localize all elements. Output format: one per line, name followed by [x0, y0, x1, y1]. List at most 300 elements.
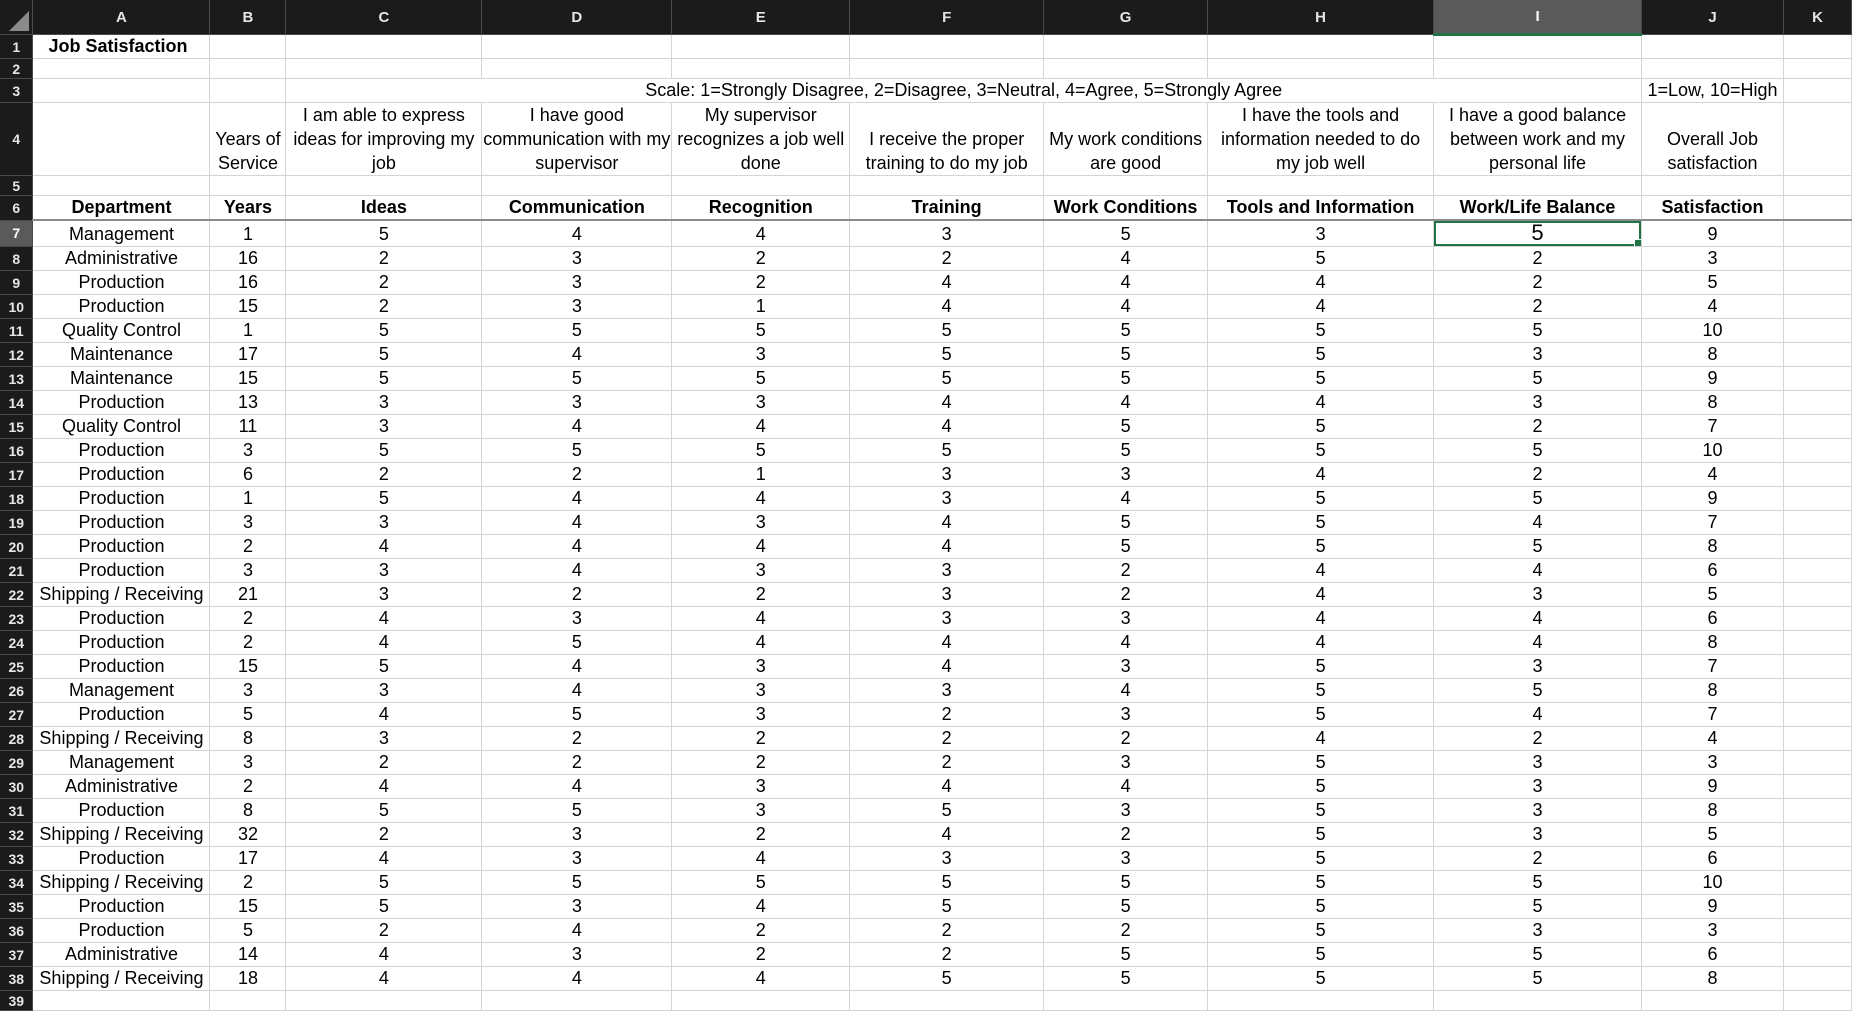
data-cell-H28[interactable] [1208, 727, 1434, 751]
data-cell-E34[interactable] [672, 871, 850, 895]
data-cell-G35[interactable] [1044, 895, 1208, 919]
data-cell-H20[interactable] [1208, 535, 1434, 559]
data-cell-F23[interactable] [850, 607, 1044, 631]
data-cell-D35[interactable] [482, 895, 672, 919]
data-cell-D33[interactable] [482, 847, 672, 871]
data-cell-G30[interactable] [1044, 775, 1208, 799]
cell-K10[interactable] [1783, 295, 1851, 319]
data-cell-A26[interactable] [33, 679, 210, 703]
header-years[interactable]: Years [210, 196, 286, 221]
data-cell-H22[interactable] [1208, 583, 1434, 607]
cell-K13[interactable] [1783, 367, 1851, 391]
data-cell-G14[interactable] [1044, 391, 1208, 415]
cell-F5[interactable] [850, 176, 1044, 196]
data-cell-A27[interactable] [33, 703, 210, 727]
question-c[interactable]: I am able to express ideas for improving my job [286, 103, 482, 176]
data-cell-C15[interactable] [286, 415, 482, 439]
cell-B5[interactable] [210, 176, 286, 196]
data-cell-F12[interactable] [850, 343, 1044, 367]
data-cell-H8[interactable] [1208, 247, 1434, 271]
data-cell-A9[interactable] [33, 271, 210, 295]
data-cell-E36[interactable] [672, 919, 850, 943]
data-cell-C30[interactable] [286, 775, 482, 799]
data-cell-J7[interactable] [1642, 220, 1784, 247]
data-cell-J17[interactable] [1642, 463, 1784, 487]
data-cell-E37[interactable] [672, 943, 850, 967]
data-cell-G34[interactable] [1044, 871, 1208, 895]
column-header-i[interactable]: I [1434, 0, 1642, 35]
data-cell-E28[interactable] [672, 727, 850, 751]
data-cell-I27[interactable] [1434, 703, 1642, 727]
question-a[interactable] [33, 103, 210, 176]
question-j[interactable]: Overall Job satisfaction [1642, 103, 1784, 176]
cell-K25[interactable] [1783, 655, 1851, 679]
data-cell-G11[interactable] [1044, 319, 1208, 343]
data-cell-J30[interactable] [1642, 775, 1784, 799]
data-cell-B15[interactable] [210, 415, 286, 439]
data-cell-G31[interactable] [1044, 799, 1208, 823]
data-cell-B12[interactable] [210, 343, 286, 367]
data-cell-B36[interactable] [210, 919, 286, 943]
data-cell-C17[interactable] [286, 463, 482, 487]
cell-E2[interactable] [672, 59, 850, 79]
data-cell-I20[interactable] [1434, 535, 1642, 559]
cell-K28[interactable] [1783, 727, 1851, 751]
header-recognition[interactable]: Recognition [672, 196, 850, 221]
data-cell-I8[interactable] [1434, 247, 1642, 271]
data-cell-H25[interactable] [1208, 655, 1434, 679]
data-cell-I35[interactable] [1434, 895, 1642, 919]
data-cell-F16[interactable] [850, 439, 1044, 463]
row-header-20[interactable]: 20 [0, 535, 33, 559]
row-header-39[interactable]: 39 [0, 991, 33, 1011]
cell-K30[interactable] [1783, 775, 1851, 799]
data-cell-B34[interactable] [210, 871, 286, 895]
data-cell-A18[interactable] [33, 487, 210, 511]
data-cell-G24[interactable] [1044, 631, 1208, 655]
row-header-32[interactable]: 32 [0, 823, 33, 847]
row-header-13[interactable]: 13 [0, 367, 33, 391]
data-cell-F31[interactable] [850, 799, 1044, 823]
data-cell-E29[interactable] [672, 751, 850, 775]
data-cell-A38[interactable] [33, 967, 210, 991]
cell-K38[interactable] [1783, 967, 1851, 991]
row-header-28[interactable]: 28 [0, 727, 33, 751]
data-cell-C11[interactable] [286, 319, 482, 343]
data-cell-I25[interactable] [1434, 655, 1642, 679]
row-header-17[interactable]: 17 [0, 463, 33, 487]
cell-J5[interactable] [1642, 176, 1784, 196]
data-cell-D28[interactable] [482, 727, 672, 751]
data-cell-I9[interactable] [1434, 271, 1642, 295]
data-cell-H38[interactable] [1208, 967, 1434, 991]
row-header-38[interactable]: 38 [0, 967, 33, 991]
cell-F39[interactable] [850, 991, 1044, 1011]
data-cell-B27[interactable] [210, 703, 286, 727]
data-cell-A32[interactable] [33, 823, 210, 847]
data-cell-I11[interactable] [1434, 319, 1642, 343]
data-cell-F20[interactable] [850, 535, 1044, 559]
data-cell-F13[interactable] [850, 367, 1044, 391]
data-cell-B31[interactable] [210, 799, 286, 823]
cell-C5[interactable] [286, 176, 482, 196]
data-cell-G18[interactable] [1044, 487, 1208, 511]
data-cell-J11[interactable] [1642, 319, 1784, 343]
satisfaction-scale-cell[interactable]: 1=Low, 10=High [1642, 79, 1784, 103]
column-header-h[interactable]: H [1208, 0, 1434, 35]
data-cell-G8[interactable] [1044, 247, 1208, 271]
data-cell-J8[interactable] [1642, 247, 1784, 271]
row-header-18[interactable]: 18 [0, 487, 33, 511]
cell-B2[interactable] [210, 59, 286, 79]
data-cell-E27[interactable] [672, 703, 850, 727]
data-cell-F33[interactable] [850, 847, 1044, 871]
data-cell-C35[interactable] [286, 895, 482, 919]
cell-B3[interactable] [210, 79, 286, 103]
data-cell-G22[interactable] [1044, 583, 1208, 607]
row-header-21[interactable]: 21 [0, 559, 33, 583]
data-cell-F19[interactable] [850, 511, 1044, 535]
data-cell-F7[interactable] [850, 220, 1044, 247]
cell-A3[interactable] [33, 79, 210, 103]
data-cell-E19[interactable] [672, 511, 850, 535]
cell-K7[interactable] [1783, 220, 1851, 247]
data-cell-H19[interactable] [1208, 511, 1434, 535]
cell-K2[interactable] [1783, 59, 1851, 79]
data-cell-H31[interactable] [1208, 799, 1434, 823]
data-cell-A24[interactable] [33, 631, 210, 655]
data-cell-B9[interactable] [210, 271, 286, 295]
data-cell-F14[interactable] [850, 391, 1044, 415]
data-cell-J12[interactable] [1642, 343, 1784, 367]
data-cell-I38[interactable] [1434, 967, 1642, 991]
row-header-10[interactable]: 10 [0, 295, 33, 319]
data-cell-F36[interactable] [850, 919, 1044, 943]
row-header-5[interactable]: 5 [0, 176, 33, 196]
data-cell-I15[interactable] [1434, 415, 1642, 439]
data-cell-B37[interactable] [210, 943, 286, 967]
data-cell-I10[interactable] [1434, 295, 1642, 319]
data-cell-G9[interactable] [1044, 271, 1208, 295]
header-communication[interactable]: Communication [482, 196, 672, 221]
data-cell-F38[interactable] [850, 967, 1044, 991]
data-cell-G28[interactable] [1044, 727, 1208, 751]
cell-I1[interactable] [1434, 35, 1642, 59]
data-cell-H27[interactable] [1208, 703, 1434, 727]
data-cell-B13[interactable] [210, 367, 286, 391]
data-cell-D29[interactable] [482, 751, 672, 775]
data-cell-I18[interactable] [1434, 487, 1642, 511]
cell-K27[interactable] [1783, 703, 1851, 727]
data-cell-D21[interactable] [482, 559, 672, 583]
data-cell-B24[interactable] [210, 631, 286, 655]
row-header-4[interactable]: 4 [0, 103, 33, 176]
data-cell-J32[interactable] [1642, 823, 1784, 847]
data-cell-F15[interactable] [850, 415, 1044, 439]
data-cell-H9[interactable] [1208, 271, 1434, 295]
data-cell-I28[interactable] [1434, 727, 1642, 751]
data-cell-E35[interactable] [672, 895, 850, 919]
data-cell-D14[interactable] [482, 391, 672, 415]
data-cell-A31[interactable] [33, 799, 210, 823]
data-cell-G20[interactable] [1044, 535, 1208, 559]
data-cell-J18[interactable] [1642, 487, 1784, 511]
data-cell-G13[interactable] [1044, 367, 1208, 391]
data-cell-G26[interactable] [1044, 679, 1208, 703]
data-cell-H13[interactable] [1208, 367, 1434, 391]
data-cell-G36[interactable] [1044, 919, 1208, 943]
data-cell-E21[interactable] [672, 559, 850, 583]
data-cell-F9[interactable] [850, 271, 1044, 295]
data-cell-D8[interactable] [482, 247, 672, 271]
cell-A2[interactable] [33, 59, 210, 79]
data-cell-B22[interactable] [210, 583, 286, 607]
data-cell-D36[interactable] [482, 919, 672, 943]
data-cell-H29[interactable] [1208, 751, 1434, 775]
question-g[interactable]: My work conditions are good [1044, 103, 1208, 176]
cell-G39[interactable] [1044, 991, 1208, 1011]
column-header-b[interactable]: B [210, 0, 286, 35]
data-cell-D34[interactable] [482, 871, 672, 895]
data-cell-H7[interactable] [1208, 220, 1434, 247]
data-cell-C16[interactable] [286, 439, 482, 463]
row-header-34[interactable]: 34 [0, 871, 33, 895]
data-cell-J22[interactable] [1642, 583, 1784, 607]
data-cell-A29[interactable] [33, 751, 210, 775]
cell-J1[interactable] [1642, 35, 1784, 59]
data-cell-C26[interactable] [286, 679, 482, 703]
cell-K31[interactable] [1783, 799, 1851, 823]
row-header-11[interactable]: 11 [0, 319, 33, 343]
data-cell-D22[interactable] [482, 583, 672, 607]
data-cell-I36[interactable] [1434, 919, 1642, 943]
cell-F1[interactable] [850, 35, 1044, 59]
data-cell-E10[interactable] [672, 295, 850, 319]
cell-J2[interactable] [1642, 59, 1784, 79]
data-cell-E15[interactable] [672, 415, 850, 439]
row-header-12[interactable]: 12 [0, 343, 33, 367]
data-cell-E30[interactable] [672, 775, 850, 799]
data-cell-C7[interactable] [286, 220, 482, 247]
column-header-c[interactable]: C [286, 0, 482, 35]
data-cell-C21[interactable] [286, 559, 482, 583]
data-cell-J13[interactable] [1642, 367, 1784, 391]
cell-H2[interactable] [1208, 59, 1434, 79]
cell-K9[interactable] [1783, 271, 1851, 295]
row-header-7[interactable]: 7 [0, 220, 33, 247]
cell-K24[interactable] [1783, 631, 1851, 655]
data-cell-A20[interactable] [33, 535, 210, 559]
data-cell-B14[interactable] [210, 391, 286, 415]
row-header-1[interactable]: 1 [0, 35, 33, 59]
data-cell-D11[interactable] [482, 319, 672, 343]
data-cell-E38[interactable] [672, 967, 850, 991]
data-cell-J31[interactable] [1642, 799, 1784, 823]
cell-K4[interactable] [1783, 103, 1851, 176]
data-cell-F10[interactable] [850, 295, 1044, 319]
data-cell-G15[interactable] [1044, 415, 1208, 439]
cell-B39[interactable] [210, 991, 286, 1011]
data-cell-J10[interactable] [1642, 295, 1784, 319]
column-header-g[interactable]: G [1044, 0, 1208, 35]
data-cell-G23[interactable] [1044, 607, 1208, 631]
data-cell-I26[interactable] [1434, 679, 1642, 703]
row-header-36[interactable]: 36 [0, 919, 33, 943]
data-cell-G37[interactable] [1044, 943, 1208, 967]
data-cell-D10[interactable] [482, 295, 672, 319]
data-cell-B28[interactable] [210, 727, 286, 751]
cell-K26[interactable] [1783, 679, 1851, 703]
data-cell-E12[interactable] [672, 343, 850, 367]
header-tools-and-information[interactable]: Tools and Information [1208, 196, 1434, 221]
data-cell-D38[interactable] [482, 967, 672, 991]
data-cell-C24[interactable] [286, 631, 482, 655]
data-cell-F35[interactable] [850, 895, 1044, 919]
data-cell-C13[interactable] [286, 367, 482, 391]
data-cell-D20[interactable] [482, 535, 672, 559]
data-cell-A21[interactable] [33, 559, 210, 583]
data-cell-D37[interactable] [482, 943, 672, 967]
row-header-22[interactable]: 22 [0, 583, 33, 607]
cell-I39[interactable] [1434, 991, 1642, 1011]
data-cell-B8[interactable] [210, 247, 286, 271]
data-cell-C34[interactable] [286, 871, 482, 895]
header-work-life-balance[interactable]: Work/Life Balance [1434, 196, 1642, 221]
question-d[interactable]: I have good communication with my supervisor [482, 103, 672, 176]
row-header-3[interactable]: 3 [0, 79, 33, 103]
data-cell-C27[interactable] [286, 703, 482, 727]
question-h[interactable]: I have the tools and information needed to do my job well [1208, 103, 1434, 176]
data-cell-E25[interactable] [672, 655, 850, 679]
data-cell-E32[interactable] [672, 823, 850, 847]
data-cell-G19[interactable] [1044, 511, 1208, 535]
column-header-k[interactable]: K [1783, 0, 1851, 35]
data-cell-H36[interactable] [1208, 919, 1434, 943]
cell-I2[interactable] [1434, 59, 1642, 79]
cell-K5[interactable] [1783, 176, 1851, 196]
data-cell-B38[interactable] [210, 967, 286, 991]
cell-C1[interactable] [286, 35, 482, 59]
data-cell-I34[interactable] [1434, 871, 1642, 895]
data-cell-G12[interactable] [1044, 343, 1208, 367]
cell-K34[interactable] [1783, 871, 1851, 895]
data-cell-J16[interactable] [1642, 439, 1784, 463]
row-header-15[interactable]: 15 [0, 415, 33, 439]
question-b[interactable]: Years of Service [210, 103, 286, 176]
data-cell-G29[interactable] [1044, 751, 1208, 775]
data-cell-A11[interactable] [33, 319, 210, 343]
data-cell-D23[interactable] [482, 607, 672, 631]
row-header-30[interactable]: 30 [0, 775, 33, 799]
data-cell-J19[interactable] [1642, 511, 1784, 535]
data-cell-D25[interactable] [482, 655, 672, 679]
data-cell-E13[interactable] [672, 367, 850, 391]
header-ideas[interactable]: Ideas [286, 196, 482, 221]
row-header-33[interactable]: 33 [0, 847, 33, 871]
data-cell-I24[interactable] [1434, 631, 1642, 655]
question-i[interactable]: I have a good balance between work and my personal life [1434, 103, 1642, 176]
data-cell-B23[interactable] [210, 607, 286, 631]
cell-F2[interactable] [850, 59, 1044, 79]
row-header-2[interactable]: 2 [0, 59, 33, 79]
data-cell-D32[interactable] [482, 823, 672, 847]
data-cell-H23[interactable] [1208, 607, 1434, 631]
question-f[interactable]: I receive the proper training to do my job [850, 103, 1044, 176]
cell-H39[interactable] [1208, 991, 1434, 1011]
data-cell-C18[interactable] [286, 487, 482, 511]
data-cell-A8[interactable] [33, 247, 210, 271]
row-header-35[interactable]: 35 [0, 895, 33, 919]
data-cell-A37[interactable] [33, 943, 210, 967]
column-header-d[interactable]: D [482, 0, 672, 35]
data-cell-B26[interactable] [210, 679, 286, 703]
data-cell-J36[interactable] [1642, 919, 1784, 943]
data-cell-B20[interactable] [210, 535, 286, 559]
data-cell-J14[interactable] [1642, 391, 1784, 415]
data-cell-E26[interactable] [672, 679, 850, 703]
data-cell-J9[interactable] [1642, 271, 1784, 295]
data-cell-D19[interactable] [482, 511, 672, 535]
data-cell-A33[interactable] [33, 847, 210, 871]
data-cell-G21[interactable] [1044, 559, 1208, 583]
data-cell-D17[interactable] [482, 463, 672, 487]
cell-H5[interactable] [1208, 176, 1434, 196]
data-cell-C25[interactable] [286, 655, 482, 679]
data-cell-C19[interactable] [286, 511, 482, 535]
data-cell-C22[interactable] [286, 583, 482, 607]
data-cell-D18[interactable] [482, 487, 672, 511]
data-cell-I31[interactable] [1434, 799, 1642, 823]
data-cell-I12[interactable] [1434, 343, 1642, 367]
data-cell-E17[interactable] [672, 463, 850, 487]
data-cell-C20[interactable] [286, 535, 482, 559]
data-cell-B18[interactable] [210, 487, 286, 511]
row-header-26[interactable]: 26 [0, 679, 33, 703]
cell-H1[interactable] [1208, 35, 1434, 59]
data-cell-E24[interactable] [672, 631, 850, 655]
row-header-25[interactable]: 25 [0, 655, 33, 679]
data-cell-I37[interactable] [1434, 943, 1642, 967]
cell-E39[interactable] [672, 991, 850, 1011]
data-cell-H21[interactable] [1208, 559, 1434, 583]
data-cell-E14[interactable] [672, 391, 850, 415]
data-cell-B25[interactable] [210, 655, 286, 679]
data-cell-E16[interactable] [672, 439, 850, 463]
data-cell-H17[interactable] [1208, 463, 1434, 487]
cell-K12[interactable] [1783, 343, 1851, 367]
data-cell-H35[interactable] [1208, 895, 1434, 919]
data-cell-I17[interactable] [1434, 463, 1642, 487]
cell-K6[interactable] [1783, 196, 1851, 221]
data-cell-B7[interactable] [210, 220, 286, 247]
data-cell-F30[interactable] [850, 775, 1044, 799]
data-cell-D12[interactable] [482, 343, 672, 367]
data-cell-H18[interactable] [1208, 487, 1434, 511]
column-header-f[interactable]: F [850, 0, 1044, 35]
cell-E1[interactable] [672, 35, 850, 59]
data-cell-H15[interactable] [1208, 415, 1434, 439]
cell-K20[interactable] [1783, 535, 1851, 559]
data-cell-E8[interactable] [672, 247, 850, 271]
cell-K15[interactable] [1783, 415, 1851, 439]
data-cell-G17[interactable] [1044, 463, 1208, 487]
data-cell-H11[interactable] [1208, 319, 1434, 343]
data-cell-B17[interactable] [210, 463, 286, 487]
cell-I5[interactable] [1434, 176, 1642, 196]
row-header-23[interactable]: 23 [0, 607, 33, 631]
data-cell-F21[interactable] [850, 559, 1044, 583]
data-cell-G10[interactable] [1044, 295, 1208, 319]
